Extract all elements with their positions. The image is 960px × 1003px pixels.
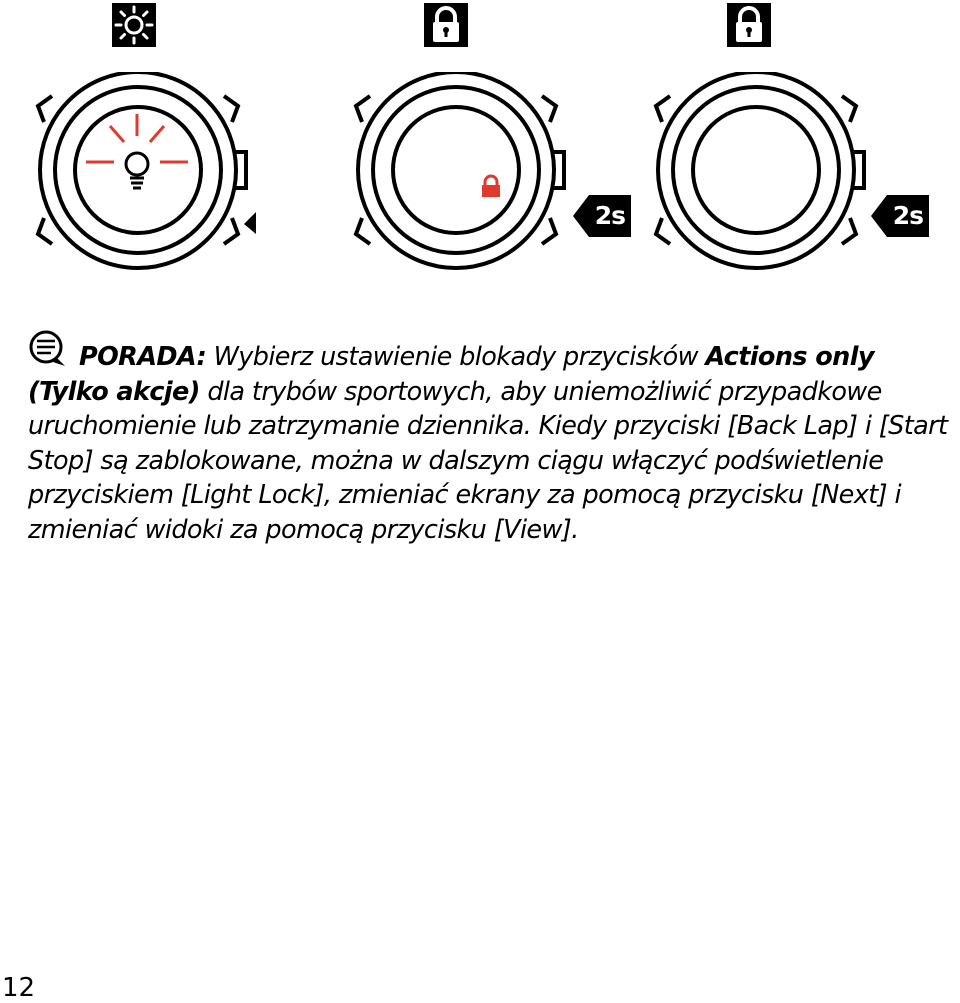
watch-illustration [648, 72, 878, 272]
tip-text: Wybierz ustawienie blokady przycisków [206, 342, 706, 372]
hold-duration-label: 2s [892, 201, 923, 230]
sun-backlight-icon [112, 3, 156, 47]
padlock-icon [424, 3, 468, 47]
tip-paragraph [28, 340, 953, 547]
tip-text: dla trybów sportowych, aby uniemożliwić przypadkowe uruchomienie lub zatrzymanie dziennika. Kiedy przyciski [Back Lap] i [Start Stop] są zablokowane, można w dalszym ciągu włączyć podświetlenie przyciskiem [Light Lock], zmieniać ekrany za pomocą przycisku [Next] i zmieniać widoki za pomocą przycisku [View]. [28, 376, 948, 545]
hold-duration-badge [573, 195, 631, 237]
watch-illustration [348, 72, 578, 272]
hold-duration-badge [871, 195, 929, 237]
hold-duration-label: 2s [594, 201, 625, 230]
tip-setting-name: Actions only (Tylko akcje) [28, 342, 874, 407]
page-number: 12 [2, 973, 36, 1003]
padlock-icon [727, 3, 771, 47]
watch-illustration [30, 72, 270, 272]
tip-label: PORADA: [79, 342, 207, 372]
padlock-icon [482, 176, 500, 197]
